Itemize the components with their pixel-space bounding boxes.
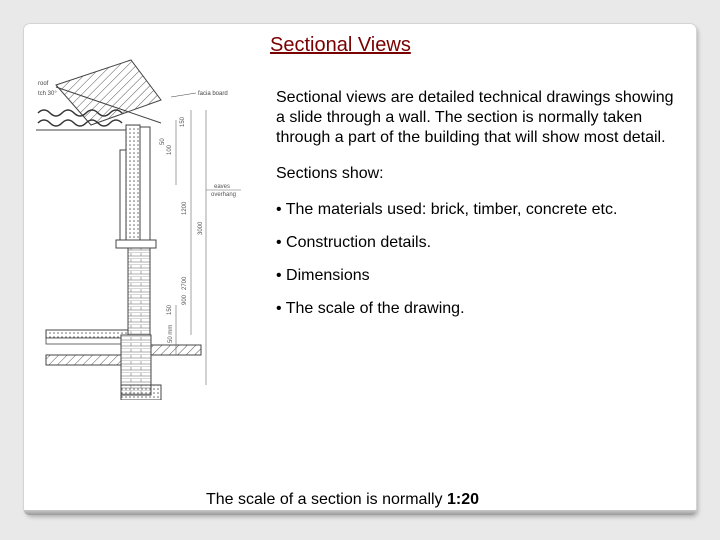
dim-1200: 1200 [182,201,188,215]
bullet-materials: • The materials used: brick, timber, concrete etc. [276,201,618,218]
dim-900: 900 [182,294,188,305]
slide-body [276,88,676,332]
dim-150b: 150 [167,304,173,315]
label-facia-board: facia board [198,91,228,97]
footer-scale: 1:20 [447,491,480,508]
sections-show-label: Sections show: [276,165,384,182]
footer-note [206,491,479,509]
dim-50: 50 [160,138,166,145]
dim-50mm: 50 mm [168,324,174,343]
label-roof: roof [38,81,49,87]
slide-title: Sectional Views [270,34,411,56]
footer-text: The scale of a section is normally [206,491,447,508]
dim-2700: 2700 [182,276,188,290]
wall-section-drawing [36,55,247,400]
dim-150: 150 [180,116,186,127]
dim-100: 100 [167,144,173,155]
bullet-scale: • The scale of the drawing. [276,300,465,317]
label-pitch: tch 30° [38,91,57,97]
bullet-dimensions: • Dimensions [276,267,370,284]
slide-bottom-bar [24,510,696,515]
dim-3000: 3000 [198,221,204,235]
intro-paragraph: Sectional views are detailed technical drawings showing a slide through a wall. The section is normally taken through a part of the building that will show most detail. [276,89,674,146]
bullet-construction: • Construction details. [276,234,432,251]
label-overhang: overhang [211,192,237,198]
label-eaves: eaves [214,184,231,190]
